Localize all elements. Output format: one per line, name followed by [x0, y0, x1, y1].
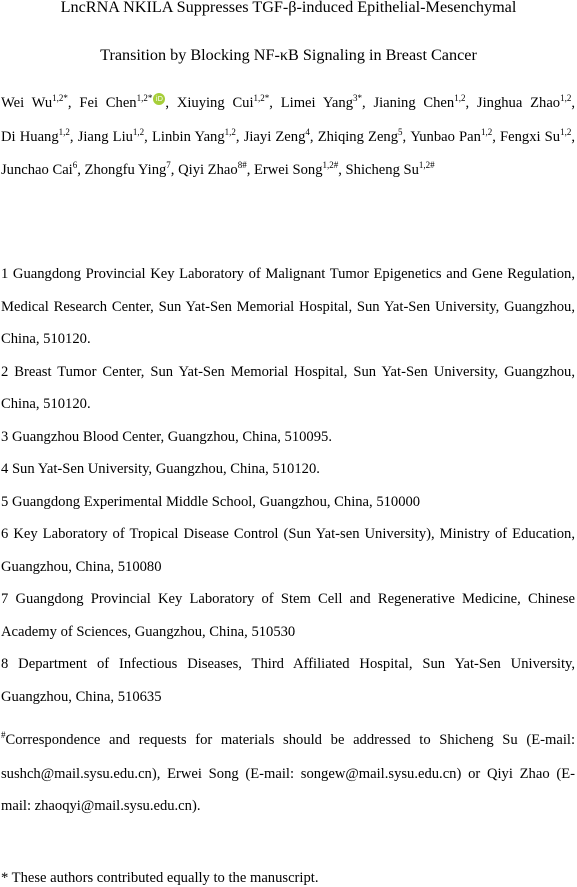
author-affiliation-mark: 1,2 [58, 126, 70, 137]
author-separator: , [338, 162, 346, 178]
author-affiliation-mark: 8# [237, 160, 247, 170]
author [410, 126, 500, 145]
author-name: Limei Yang [280, 95, 353, 111]
author-separator: , [362, 95, 374, 111]
correspondence [1, 724, 575, 823]
affiliation-8: 8 Department of Infectious Diseases, Third Affiliated Hospital, Sun Yat-Sen University, Guangzhou, China, 510635 [1, 656, 575, 705]
author [477, 95, 575, 111]
author [177, 95, 273, 111]
author-separator: , [67, 95, 80, 111]
author [500, 126, 576, 145]
author [281, 95, 374, 111]
paper-title [0, 0, 577, 70]
title-line-1: LncRNA NKILA Suppresses TGF-β-induced Epithelial-Mesenchymal [60, 0, 517, 16]
author [317, 126, 411, 145]
author-name: Di Huang [1, 128, 59, 145]
author-name: Fei Chen [79, 95, 137, 111]
author-affiliation-mark: 1,2# [322, 160, 339, 170]
author [85, 162, 179, 178]
correspondence-text: Correspondence and requests for materials should be addressed to Shicheng Su (E-mail: sushch@mail.sysu.edu.cn), Erwei Song (E-mail: songew@mail.sysu.edu.cn) or Qiyi Zhao (E-mail: zhaoqyi@mail.sysu.edu.cn). [1, 732, 575, 814]
author-separator: , [69, 128, 78, 145]
orcid-icon[interactable]: iD [153, 93, 165, 105]
author-separator: , [235, 128, 244, 145]
author [178, 162, 254, 178]
author-name: Jiayi Zeng [243, 128, 306, 145]
author-name: Xiuying Cui [176, 95, 254, 111]
equal-contribution-footnote: * These authors contributed equally to the manuscript. [1, 870, 319, 886]
author-affiliation-mark: 1,2* [136, 93, 153, 103]
author [346, 162, 435, 178]
author-affiliation-mark: 1,2 [560, 126, 572, 137]
affiliation-6: 6 Key Laboratory of Tropical Disease Control (Sun Yat-sen University), Ministry of Education, Guangzhou, China, 510080 [1, 526, 575, 575]
author-affiliation-mark: 7 [166, 160, 171, 170]
author [79, 95, 169, 111]
author-name: Jiang Liu [77, 128, 133, 145]
author-affiliation-mark: 4 [305, 126, 310, 137]
author [1, 126, 78, 145]
author-name: Erwei Song [253, 162, 323, 178]
affiliation-2: 2 Breast Tumor Center, Sun Yat-Sen Memorial Hospital, Sun Yat-Sen University, Guangzhou, China, 510120. [1, 363, 575, 412]
title-line-2: Transition by Blocking NF-κB Signaling in Breast Cancer [100, 46, 477, 64]
author-separator: , [269, 95, 273, 111]
author-name: Wei Wu [1, 95, 53, 111]
author-name: Zhiqing Zeng [317, 128, 399, 145]
author-separator: , [402, 128, 411, 145]
author-separator: , [170, 162, 179, 178]
author-name: Jianing Chen [373, 95, 455, 111]
author-affiliation-mark: 1,2 [454, 93, 466, 103]
author [1, 162, 85, 178]
affiliation-1: 1 Guangdong Provincial Key Laboratory of Malignant Tumor Epigenetics and Gene Regulation, Medical Research Center, Sun Yat-Sen Memorial Hospital, Sun Yat-Sen University, Guangzhou, China, 510120. [1, 266, 575, 347]
affiliation-7: 7 Guangdong Provincial Key Laboratory of Stem Cell and Regenerative Medicine, Chinese Academy of Sciences, Guangzhou, China, 510530 [1, 591, 575, 640]
author [254, 162, 346, 178]
author-separator: , [246, 162, 254, 178]
author-name: Fengxi Su [500, 128, 561, 145]
correspondence-mark: # [1, 730, 6, 740]
affiliation-5: 5 Guangdong Experimental Middle School, Guangzhou, China, 510000 [1, 493, 421, 510]
author-affiliation-mark: 1,2 [560, 93, 572, 103]
author-separator: , [165, 95, 170, 111]
author-name: Junchao Cai [1, 162, 73, 178]
author-separator: , [465, 95, 477, 111]
author-affiliation-mark: 1,2 [480, 126, 493, 137]
author-affiliation-mark: 1,2# [418, 160, 435, 170]
affiliation-3: 3 Guangzhou Blood Center, Guangzhou, China, 510095. [1, 428, 332, 445]
author-separator: , [571, 128, 576, 145]
author-name: Shicheng Su [345, 162, 419, 178]
author [77, 126, 152, 145]
author-separator: , [309, 128, 318, 145]
affiliation-4: 4 Sun Yat-Sen University, Guangzhou, China, 510120. [1, 461, 320, 477]
author-affiliation-mark: 1,2* [52, 93, 68, 103]
author-separator: , [144, 128, 152, 145]
author-affiliation-mark: 1,2 [132, 126, 145, 137]
author-name: Linbin Yang [151, 128, 225, 145]
author-list [1, 87, 575, 188]
author-name: Jinghua Zhao [476, 95, 561, 111]
author-affiliation-mark: 1,2* [253, 93, 270, 103]
author [373, 95, 476, 111]
author-separator: , [492, 128, 500, 145]
affiliation-list [1, 258, 575, 713]
author-affiliation-mark: 1,2 [224, 126, 236, 137]
author [243, 126, 318, 145]
author-affiliation-mark: 5 [398, 126, 403, 137]
author-name: Zhongfu Ying [84, 162, 167, 178]
author-affiliation-mark: 6 [72, 160, 78, 170]
author [151, 126, 244, 145]
author-separator: , [77, 162, 85, 178]
author-name: Yunbao Pan [410, 128, 481, 145]
author-affiliation-mark: 3* [353, 93, 362, 103]
author-name: Qiyi Zhao [178, 162, 238, 178]
author [1, 95, 79, 111]
author-separator: , [571, 95, 576, 111]
